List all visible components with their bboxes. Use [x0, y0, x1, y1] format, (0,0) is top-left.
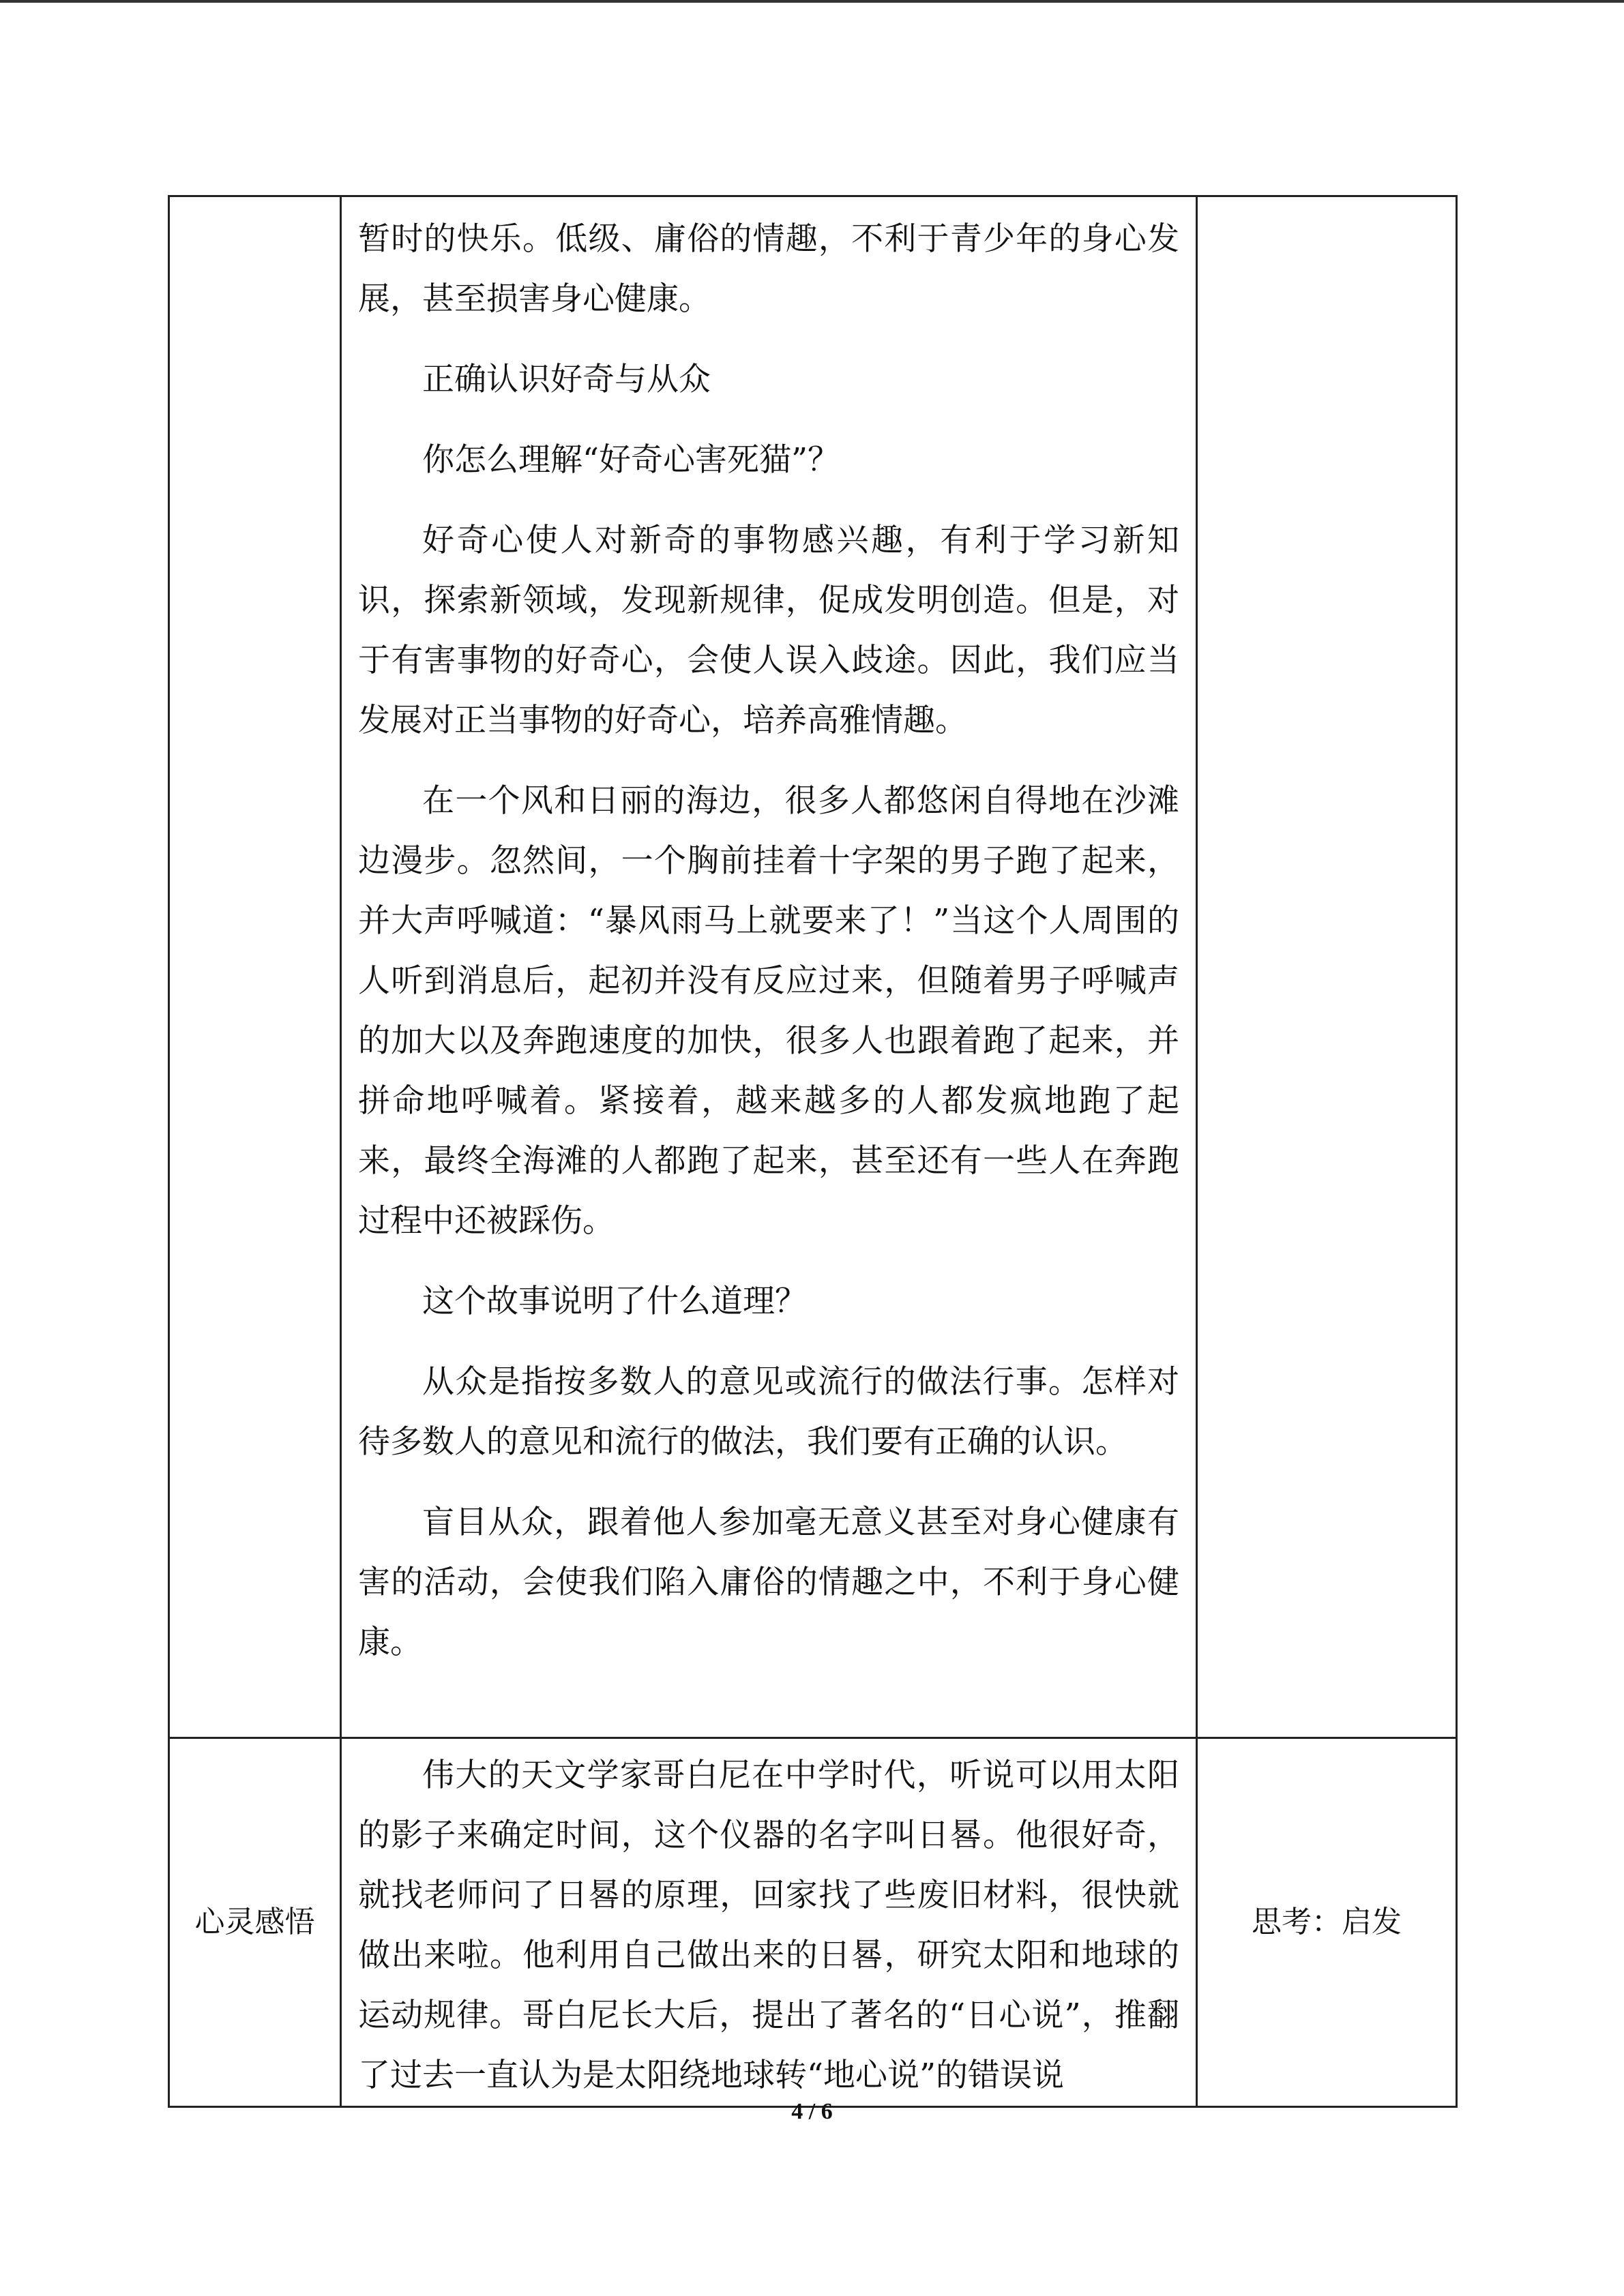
section-heading: 正确认识好奇与从众 — [422, 361, 711, 398]
row-label: 心灵感悟 — [194, 1905, 315, 1939]
question-paragraph: 你怎么理解“好奇心害死猫”？ — [422, 441, 840, 479]
paragraph: 好奇心使人对新奇的事物感兴趣，有利于学习新知识，探索新领域，发现新规律，促成发明创造。但是，对于有害事物的好奇心，会使人误入歧途。因此，我们应当发展对正当事物的好奇心，培养高雅情趣。 — [358, 522, 1179, 739]
table-row — [169, 1738, 1457, 2107]
question-paragraph: 这个故事说明了什么道理？ — [422, 1283, 807, 1320]
paragraph: 从众是指按多数人的意见或流行的做法行事。怎样对待多数人的意见和流行的做法，我们要有正确的认识。 — [358, 1363, 1179, 1461]
lesson-plan-table — [168, 195, 1458, 2108]
paragraph: 盲目从众，跟着他人参加毫无意义甚至对身心健康有害的活动，会使我们陷入庸俗的情趣之中，不利于身心健康。 — [358, 1504, 1179, 1661]
row-note: 思考：启发 — [1252, 1905, 1402, 1939]
page-number: 4 / 6 — [791, 2099, 833, 2124]
content-cell — [341, 1738, 1197, 2107]
row-note-cell — [1197, 196, 1457, 1738]
top-border-line — [0, 0, 1624, 3]
table-row — [169, 196, 1457, 1738]
story-paragraph: 在一个风和日丽的海边，很多人都悠闲自得地在沙滩边漫步。忽然间，一个胸前挂着十字架的男子跑了起来，并大声呼喊道：“暴风雨马上就要来了！”当这个人周围的人听到消息后，起初并没有反应过来，但随着男子呼喊声的加大以及奔跑速度的加快，很多人也跟着跑了起来，并拼命地呼喊着。紧接着，越来越多的人都发疯地跑了起来，最终全海滩的人都跑了起来，甚至还有一些人在奔跑过程中还被踩伤。 — [358, 782, 1179, 1240]
content-cell — [341, 196, 1197, 1738]
row-label-cell — [169, 196, 341, 1738]
row-note-cell — [1197, 1738, 1457, 2107]
paragraph: 暂时的快乐。低级、庸俗的情趣，不利于青少年的身心发展，甚至损害身心健康。 — [358, 220, 1179, 318]
row-label-cell — [169, 1738, 341, 2107]
story-paragraph: 伟大的天文学家哥白尼在中学时代，听说可以用太阳的影子来确定时间，这个仪器的名字叫日晷。他很好奇，就找老师问了日晷的原理，回家找了些废旧材料，很快就做出来啦。他利用自己做出来的日晷，研究太阳和地球的运动规律。哥白尼长大后，提出了著名的“日心说”，推翻了过去一直认为是太阳绕地球转“地心说”的错误说 — [358, 1757, 1179, 2094]
